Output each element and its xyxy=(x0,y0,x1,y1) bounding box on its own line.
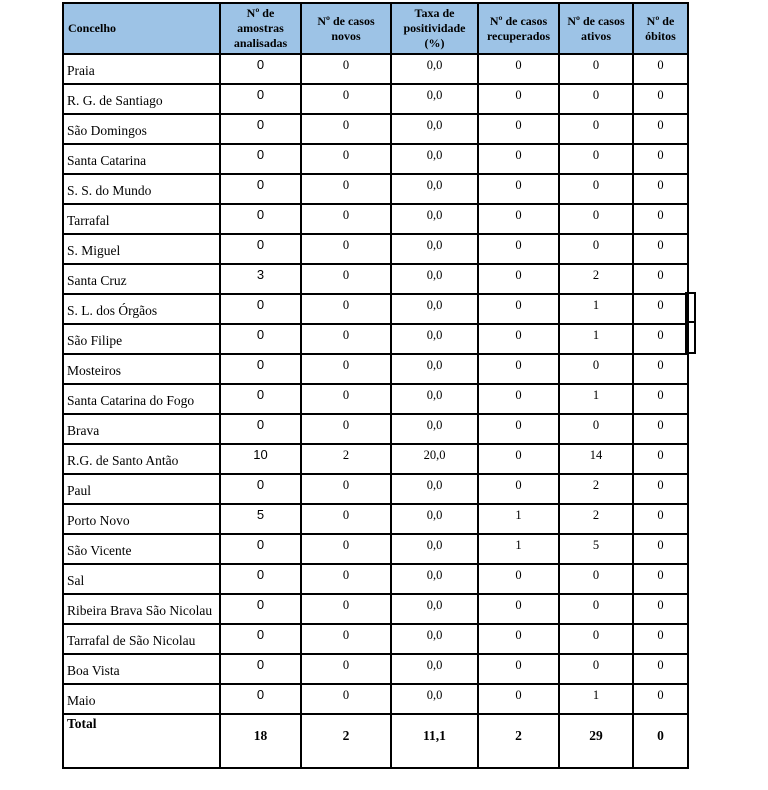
table-row xyxy=(63,264,688,294)
value-cell-5: 0 xyxy=(633,204,688,234)
value-cell-3: 0 xyxy=(478,654,559,684)
value-cell-0: 0 xyxy=(220,474,301,504)
table-row xyxy=(63,504,688,534)
concelho-name-cell: São Vicente xyxy=(63,534,220,564)
value-cell-1: 0 xyxy=(301,234,391,264)
value-cell-3: 1 xyxy=(478,504,559,534)
column-header-4: Nº de casos ativos xyxy=(559,3,633,54)
concelho-name-cell: S. L. dos Órgãos xyxy=(63,294,220,324)
value-cell-5: 0 xyxy=(633,534,688,564)
value-cell-1: 0 xyxy=(301,294,391,324)
total-row xyxy=(63,714,688,768)
column-header-5: Nº de óbitos xyxy=(633,3,688,54)
value-cell-2: 0,0 xyxy=(391,354,478,384)
value-cell-5: 0 xyxy=(633,564,688,594)
value-cell-1: 0 xyxy=(301,264,391,294)
value-cell-0: 0 xyxy=(220,324,301,354)
concelho-name-cell: Praia xyxy=(63,54,220,84)
value-cell-3: 0 xyxy=(478,624,559,654)
value-cell-1: 0 xyxy=(301,324,391,354)
concelho-name-cell: Brava xyxy=(63,414,220,444)
table-row xyxy=(63,324,688,354)
concelho-name-cell: Santa Catarina do Fogo xyxy=(63,384,220,414)
value-cell-3: 0 xyxy=(478,414,559,444)
value-cell-0: 5 xyxy=(220,504,301,534)
value-cell-4: 0 xyxy=(559,414,633,444)
value-cell-5: 0 xyxy=(633,384,688,414)
value-cell-0: 10 xyxy=(220,444,301,474)
value-cell-1: 0 xyxy=(301,504,391,534)
value-cell-5: 0 xyxy=(633,234,688,264)
table-row xyxy=(63,384,688,414)
value-cell-5: 0 xyxy=(633,54,688,84)
column-header-2: Taxa de positividade (%) xyxy=(391,3,478,54)
value-cell-5: 0 xyxy=(633,264,688,294)
value-cell-2: 0,0 xyxy=(391,384,478,414)
value-cell-5: 0 xyxy=(633,474,688,504)
value-cell-0: 0 xyxy=(220,564,301,594)
value-cell-1: 0 xyxy=(301,384,391,414)
value-cell-1: 0 xyxy=(301,144,391,174)
value-cell-0: 0 xyxy=(220,534,301,564)
value-cell-4: 0 xyxy=(559,114,633,144)
value-cell-2: 0,0 xyxy=(391,504,478,534)
table-row xyxy=(63,534,688,564)
value-cell-1: 0 xyxy=(301,534,391,564)
value-cell-4: 0 xyxy=(559,84,633,114)
value-cell-4: 29 xyxy=(559,714,633,768)
table-row xyxy=(63,294,688,324)
table-row xyxy=(63,444,688,474)
value-cell-5: 0 xyxy=(633,84,688,114)
table-row xyxy=(63,654,688,684)
value-cell-0: 0 xyxy=(220,234,301,264)
value-cell-4: 0 xyxy=(559,654,633,684)
value-cell-2: 0,0 xyxy=(391,114,478,144)
value-cell-4: 0 xyxy=(559,144,633,174)
value-cell-3: 0 xyxy=(478,474,559,504)
table-row xyxy=(63,204,688,234)
value-cell-2: 0,0 xyxy=(391,564,478,594)
column-header-3: Nº de casos recuperados xyxy=(478,3,559,54)
value-cell-4: 2 xyxy=(559,474,633,504)
value-cell-2: 20,0 xyxy=(391,444,478,474)
value-cell-0: 0 xyxy=(220,654,301,684)
value-cell-1: 0 xyxy=(301,354,391,384)
value-cell-1: 0 xyxy=(301,174,391,204)
value-cell-4: 1 xyxy=(559,684,633,714)
annotation-box-bottom xyxy=(685,321,696,354)
value-cell-4: 0 xyxy=(559,204,633,234)
concelho-name-cell: Maio xyxy=(63,684,220,714)
value-cell-4: 1 xyxy=(559,294,633,324)
concelho-name-cell: R. G. de Santiago xyxy=(63,84,220,114)
concelho-name-cell: Porto Novo xyxy=(63,504,220,534)
value-cell-3: 0 xyxy=(478,174,559,204)
table-row xyxy=(63,174,688,204)
value-cell-4: 0 xyxy=(559,354,633,384)
concelho-name-cell: R.G. de Santo Antão xyxy=(63,444,220,474)
value-cell-1: 0 xyxy=(301,564,391,594)
value-cell-3: 0 xyxy=(478,564,559,594)
value-cell-1: 0 xyxy=(301,594,391,624)
value-cell-5: 0 xyxy=(633,354,688,384)
value-cell-3: 0 xyxy=(478,114,559,144)
value-cell-3: 0 xyxy=(478,264,559,294)
value-cell-5: 0 xyxy=(633,444,688,474)
table-row xyxy=(63,414,688,444)
concelho-name-cell: Mosteiros xyxy=(63,354,220,384)
value-cell-3: 0 xyxy=(478,594,559,624)
value-cell-2: 11,1 xyxy=(391,714,478,768)
concelho-name-cell: Tarrafal de São Nicolau xyxy=(63,624,220,654)
value-cell-5: 0 xyxy=(633,114,688,144)
value-cell-0: 18 xyxy=(220,714,301,768)
concelho-name-cell: Sal xyxy=(63,564,220,594)
value-cell-2: 0,0 xyxy=(391,324,478,354)
value-cell-1: 0 xyxy=(301,624,391,654)
value-cell-2: 0,0 xyxy=(391,594,478,624)
value-cell-5: 0 xyxy=(633,324,688,354)
value-cell-2: 0,0 xyxy=(391,54,478,84)
value-cell-4: 0 xyxy=(559,564,633,594)
value-cell-0: 0 xyxy=(220,144,301,174)
value-cell-1: 0 xyxy=(301,54,391,84)
concelho-name-cell: Boa Vista xyxy=(63,654,220,684)
value-cell-5: 0 xyxy=(633,714,688,768)
table-row xyxy=(63,474,688,504)
value-cell-0: 0 xyxy=(220,84,301,114)
value-cell-0: 0 xyxy=(220,684,301,714)
value-cell-3: 0 xyxy=(478,354,559,384)
value-cell-2: 0,0 xyxy=(391,294,478,324)
value-cell-2: 0,0 xyxy=(391,624,478,654)
value-cell-5: 0 xyxy=(633,654,688,684)
table-row xyxy=(63,84,688,114)
value-cell-5: 0 xyxy=(633,624,688,654)
value-cell-3: 0 xyxy=(478,384,559,414)
value-cell-0: 0 xyxy=(220,414,301,444)
value-cell-5: 0 xyxy=(633,504,688,534)
column-header-0: Nº de amostras analisadas xyxy=(220,3,301,54)
total-label-cell: Total xyxy=(63,714,220,768)
table-row xyxy=(63,354,688,384)
header-row xyxy=(63,3,688,54)
concelho-name-cell: São Filipe xyxy=(63,324,220,354)
value-cell-1: 0 xyxy=(301,684,391,714)
value-cell-3: 1 xyxy=(478,534,559,564)
concelho-name-cell: Paul xyxy=(63,474,220,504)
table-row xyxy=(63,234,688,264)
value-cell-3: 0 xyxy=(478,684,559,714)
value-cell-2: 0,0 xyxy=(391,684,478,714)
concelho-name-cell: Santa Catarina xyxy=(63,144,220,174)
value-cell-5: 0 xyxy=(633,144,688,174)
value-cell-0: 0 xyxy=(220,54,301,84)
value-cell-2: 0,0 xyxy=(391,144,478,174)
value-cell-3: 0 xyxy=(478,84,559,114)
table-row xyxy=(63,684,688,714)
concelhos-covid-table xyxy=(62,2,689,769)
value-cell-1: 0 xyxy=(301,654,391,684)
value-cell-4: 2 xyxy=(559,264,633,294)
value-cell-3: 0 xyxy=(478,54,559,84)
column-header-1: Nº de casos novos xyxy=(301,3,391,54)
table-row xyxy=(63,114,688,144)
table-head xyxy=(63,3,688,54)
value-cell-0: 0 xyxy=(220,384,301,414)
value-cell-0: 0 xyxy=(220,174,301,204)
value-cell-4: 0 xyxy=(559,174,633,204)
value-cell-3: 0 xyxy=(478,324,559,354)
value-cell-1: 0 xyxy=(301,84,391,114)
value-cell-0: 0 xyxy=(220,204,301,234)
value-cell-1: 2 xyxy=(301,714,391,768)
value-cell-0: 0 xyxy=(220,114,301,144)
value-cell-4: 1 xyxy=(559,324,633,354)
value-cell-1: 2 xyxy=(301,444,391,474)
concelho-name-cell: Tarrafal xyxy=(63,204,220,234)
value-cell-1: 0 xyxy=(301,204,391,234)
value-cell-5: 0 xyxy=(633,594,688,624)
concelho-name-cell: Ribeira Brava São Nicolau xyxy=(63,594,220,624)
value-cell-5: 0 xyxy=(633,294,688,324)
value-cell-1: 0 xyxy=(301,114,391,144)
value-cell-5: 0 xyxy=(633,684,688,714)
value-cell-0: 0 xyxy=(220,294,301,324)
value-cell-4: 0 xyxy=(559,594,633,624)
table-row xyxy=(63,144,688,174)
annotation-box-top xyxy=(685,292,696,323)
value-cell-1: 0 xyxy=(301,414,391,444)
table-row xyxy=(63,54,688,84)
value-cell-3: 0 xyxy=(478,294,559,324)
concelho-name-cell: São Domingos xyxy=(63,114,220,144)
value-cell-4: 2 xyxy=(559,504,633,534)
value-cell-2: 0,0 xyxy=(391,474,478,504)
value-cell-0: 0 xyxy=(220,354,301,384)
value-cell-4: 5 xyxy=(559,534,633,564)
value-cell-5: 0 xyxy=(633,414,688,444)
value-cell-2: 0,0 xyxy=(391,654,478,684)
column-header-concelho: Concelho xyxy=(63,3,220,54)
value-cell-1: 0 xyxy=(301,474,391,504)
value-cell-0: 0 xyxy=(220,594,301,624)
value-cell-3: 0 xyxy=(478,444,559,474)
value-cell-2: 0,0 xyxy=(391,84,478,114)
value-cell-2: 0,0 xyxy=(391,174,478,204)
value-cell-3: 2 xyxy=(478,714,559,768)
value-cell-2: 0,0 xyxy=(391,264,478,294)
concelho-name-cell: Santa Cruz xyxy=(63,264,220,294)
value-cell-4: 0 xyxy=(559,54,633,84)
value-cell-3: 0 xyxy=(478,234,559,264)
table-row xyxy=(63,594,688,624)
value-cell-3: 0 xyxy=(478,204,559,234)
concelho-name-cell: S. S. do Mundo xyxy=(63,174,220,204)
value-cell-4: 1 xyxy=(559,384,633,414)
concelho-name-cell: S. Miguel xyxy=(63,234,220,264)
table-row xyxy=(63,624,688,654)
value-cell-2: 0,0 xyxy=(391,534,478,564)
value-cell-4: 0 xyxy=(559,624,633,654)
table-row xyxy=(63,564,688,594)
value-cell-2: 0,0 xyxy=(391,234,478,264)
value-cell-0: 3 xyxy=(220,264,301,294)
value-cell-4: 0 xyxy=(559,234,633,264)
value-cell-5: 0 xyxy=(633,174,688,204)
value-cell-3: 0 xyxy=(478,144,559,174)
value-cell-4: 14 xyxy=(559,444,633,474)
value-cell-2: 0,0 xyxy=(391,414,478,444)
table-body xyxy=(63,54,688,768)
value-cell-0: 0 xyxy=(220,624,301,654)
value-cell-2: 0,0 xyxy=(391,204,478,234)
